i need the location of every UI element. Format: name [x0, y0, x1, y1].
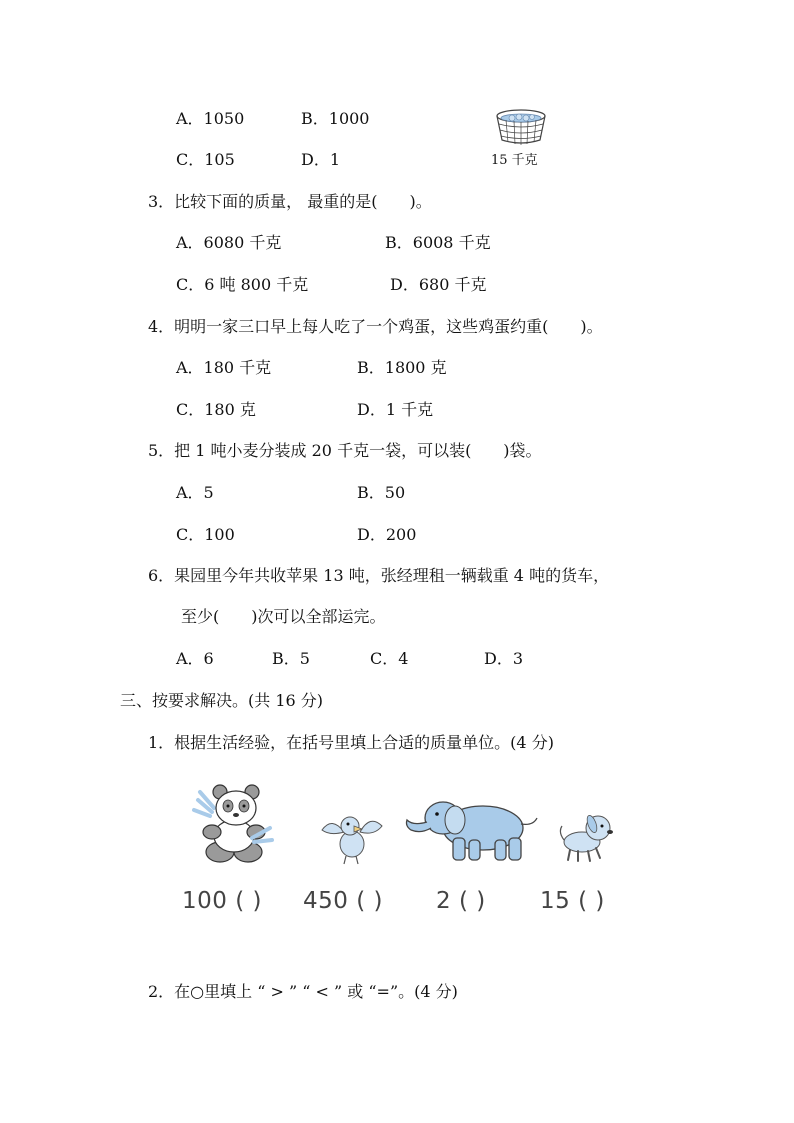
q2-option-b[interactable]: B．1000 — [301, 109, 370, 128]
s3-q1-stem: 1．根据生活经验，在括号里填上合适的质量单位。(4 分) — [148, 733, 554, 752]
basket-image — [494, 108, 548, 146]
q6-option-a[interactable]: A．6 — [176, 649, 214, 668]
q6-option-c[interactable]: C．4 — [370, 649, 409, 668]
q6-option-b[interactable]: B．5 — [272, 649, 310, 668]
bird-image — [318, 810, 386, 866]
q6-stem-line2: 至少( )次可以全部运完。 — [181, 607, 386, 626]
elephant-image — [403, 796, 539, 864]
dog-weight-blank[interactable]: 15 ( ) — [540, 888, 605, 914]
q2-option-d[interactable]: D．1 — [301, 150, 341, 169]
q6-stem-line1: 6．果园里今年共收苹果 13 吨，张经理租一辆载重 4 吨的货车， — [148, 566, 610, 585]
q2-option-a[interactable]: A．1050 — [176, 109, 245, 128]
bird-weight-blank[interactable]: 450 ( ) — [303, 888, 383, 914]
q5-stem: 5．把 1 吨小麦分装成 20 千克一袋，可以装( )袋。 — [148, 441, 542, 460]
s3-q2-stem: 2．在○里填上 “ > ” “ < ” 或 “=”。(4 分) — [148, 982, 458, 1001]
q2-option-c[interactable]: C．105 — [176, 150, 235, 169]
q4-option-b[interactable]: B．1800 克 — [357, 358, 447, 377]
q3-option-c[interactable]: C．6 吨 800 千克 — [176, 275, 309, 294]
panda-weight-blank[interactable]: 100 ( ) — [182, 888, 262, 914]
basket-label: 15 千克 — [491, 153, 538, 168]
dog-image — [558, 808, 618, 864]
q3-option-a[interactable]: A．6080 千克 — [176, 233, 282, 252]
panda-image — [190, 782, 274, 864]
q6-option-d[interactable]: D．3 — [484, 649, 524, 668]
q5-option-c[interactable]: C．100 — [176, 525, 235, 544]
q4-option-c[interactable]: C．180 克 — [176, 400, 256, 419]
q3-option-b[interactable]: B．6008 千克 — [385, 233, 491, 252]
q4-option-a[interactable]: A．180 千克 — [176, 358, 272, 377]
q3-option-d[interactable]: D．680 千克 — [390, 275, 487, 294]
elephant-weight-blank[interactable]: 2 ( ) — [436, 888, 486, 914]
q5-option-b[interactable]: B．50 — [357, 483, 406, 502]
q4-option-d[interactable]: D．1 千克 — [357, 400, 434, 419]
q4-stem: 4．明明一家三口早上每人吃了一个鸡蛋，这些鸡蛋约重( )。 — [148, 317, 603, 336]
q5-option-d[interactable]: D．200 — [357, 525, 417, 544]
q5-option-a[interactable]: A．5 — [176, 483, 214, 502]
q3-stem: 3．比较下面的质量， 最重的是( )。 — [148, 192, 432, 211]
section3-title: 三、按要求解决。(共 16 分) — [120, 691, 324, 710]
